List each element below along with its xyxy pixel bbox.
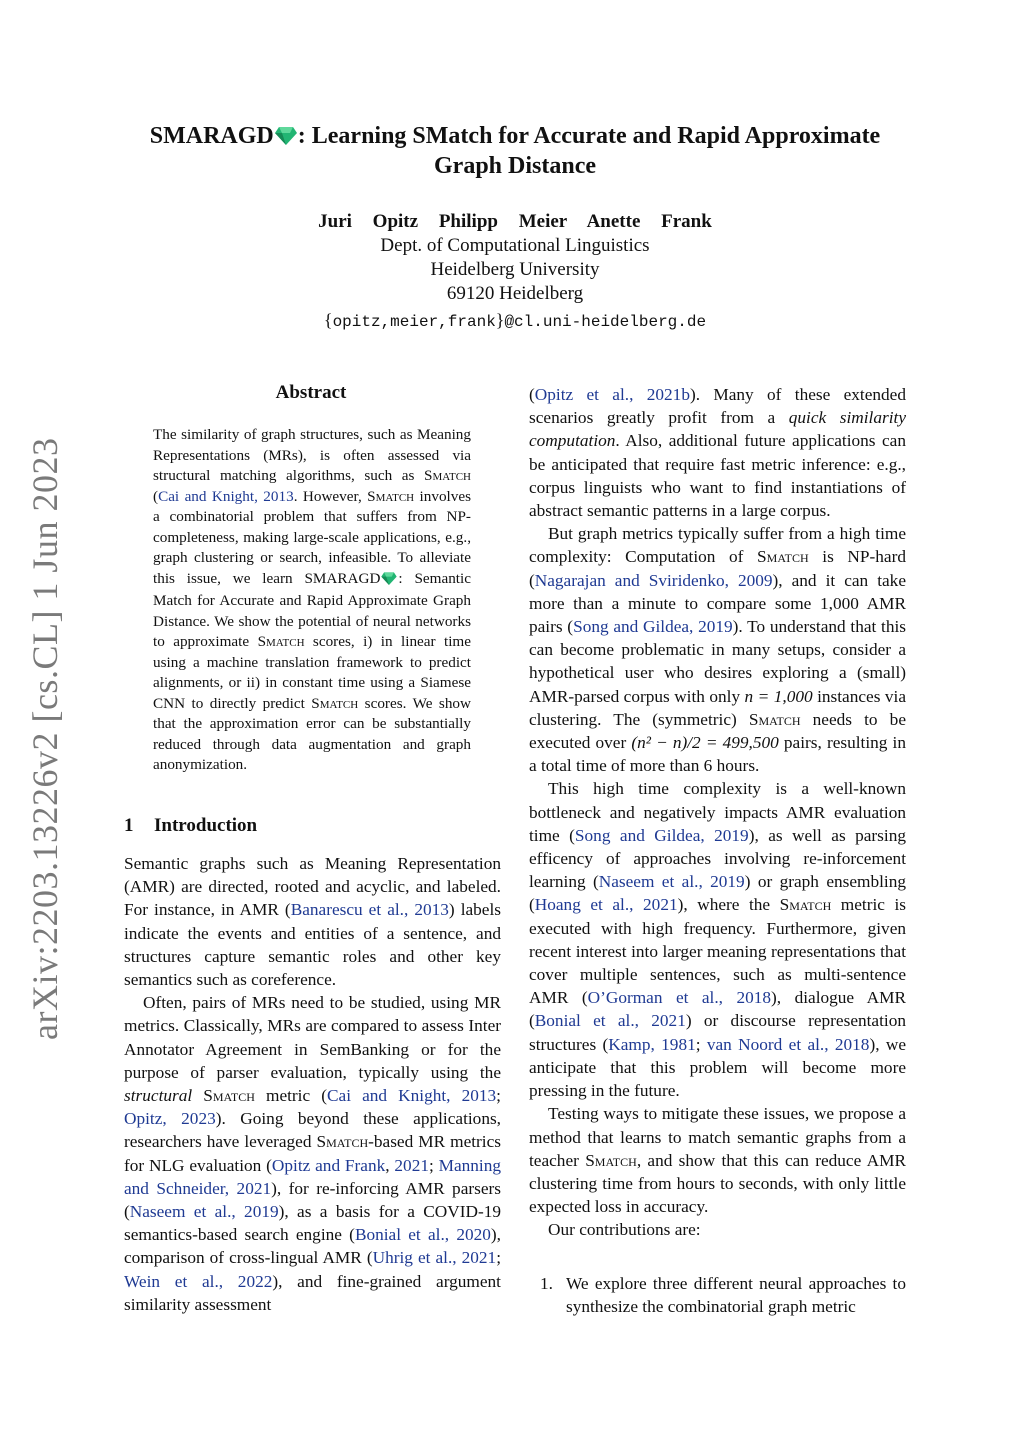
- right-paragraph-1: (Opitz et al., 2021b). Many of these extended scenarios greatly profit from a quick similarity computation. Also, additional future applications can be anticipated that require fast metric inference: e.g., corpus linguists who want to find instantiations of abstract semantic patterns in a large corpus.: [529, 385, 906, 521]
- math-pair-count: (n² − n)/2 = 499,500: [631, 733, 779, 753]
- citation-link[interactable]: Opitz, 2023: [124, 1109, 216, 1129]
- intro-paragraph-2: Often, pairs of MRs need to be studied, using MR metrics. Classically, MRs are compared to assess Inter Annotator Agreement in SemBanking or for the purpose of parser evaluation, typically using the structural Smatch metric (Cai and Knight, 2013; Opitz, 2023). Going beyond these applications, researchers have leveraged Smatch-based MR metrics for NLG evaluation (Opitz and Frank, 2021; Manning and Schneider, 2021), for re-inforcing AMR parsers (Naseem et al., 2019), as a basis for a COVID-19 semantics-based search engine (Bonial et al., 2020), comparison of cross-lingual AMR (Uhrig et al., 2021; Wein et al., 2022), and fine-grained argument similarity assessment: [124, 993, 502, 1314]
- section-heading-introduction: 1 Introduction: [124, 815, 258, 836]
- left-column: [124, 852, 501, 1316]
- citation-link[interactable]: Hoang et al., 2021: [534, 895, 678, 915]
- author-emails: {opitz,meier,frank}@cl.uni-heidelberg.de: [323, 310, 707, 331]
- citation-link[interactable]: Manning and Schneider, 2021: [124, 1155, 502, 1198]
- citation-link[interactable]: Nagarajan and Sviridenko, 2009: [534, 570, 773, 590]
- intro-paragraph-1: Semantic graphs such as Meaning Representation (AMR) are directed, rooted and acyclic, and labeled. For instance, in AMR (Banarescu et al., 2013) labels indicate the events and entities of a sentence, and structures capture semantic roles and other key semantics such as coreference.: [124, 854, 502, 990]
- title-line2: Graph Distance: [434, 153, 596, 179]
- citation-link[interactable]: Uhrig et al., 2021: [372, 1248, 497, 1268]
- title-brand: SMARAGD: [149, 123, 274, 149]
- list-marker: 1.: [540, 1274, 553, 1293]
- citation-link[interactable]: van Noord et al., 2018: [706, 1034, 870, 1054]
- citation-link[interactable]: O’Gorman et al., 2018: [587, 988, 772, 1008]
- citation-link[interactable]: Bonial et al., 2020: [354, 1225, 491, 1245]
- contribution-text: We explore three different neural approaches to synthesize the combinatorial graph metric: [566, 1274, 906, 1317]
- citation-link[interactable]: Naseem et al., 2019: [598, 872, 745, 892]
- citation-link[interactable]: Naseem et al., 2019: [129, 1202, 279, 1222]
- right-column: [529, 383, 906, 1242]
- citation-link[interactable]: Wein et al., 2022: [124, 1271, 273, 1291]
- contribution-list-item: [540, 1272, 906, 1318]
- affiliation-city: 69120 Heidelberg: [446, 283, 584, 304]
- right-paragraph-3: This high time complexity is a well-known bottleneck and negatively impacts AMR evaluation time (Song and Gildea, 2019), as well as parsing efficency of approaches involving re-inforcement learning (Naseem et al., 2019) or graph ensembling (Hoang et al., 2021), where the Smatch metric is executed with high frequency. Furthermore, given recent interest into larger meaning representations that cover multiple sentences, such as multi-sentence AMR (O’Gorman et al., 2018), dialogue AMR (Bonial et al., 2021) or discourse representation structures (Kamp, 1981; van Noord et al., 2018), we anticipate that this problem will become more pressing in the future.: [529, 779, 907, 1101]
- citation-link[interactable]: Kamp, 1981: [608, 1034, 696, 1054]
- citation-link[interactable]: Song and Gildea, 2019: [574, 825, 749, 845]
- abstract-body: The similarity of graph structures, such as Meaning Representations (MRs), is often assessed via structural matching algorithms, such as Smatch (Cai and Knight, 2013. However, Smatch involves a combinatorial problem that suffers from NP-completeness, making large-scale applications, e.g., graph clustering or search, infeasible. To alleviate this issue, we learn SMARAGD : Semantic Match for Accurate and Rapid Approximate Graph Distance. We show the potential of neural networks to approximate Smatch scores, i) in linear time using a machine translation framework to predict alignments, or ii) in constant time using a Siamese CNN to directly predict Smatch scores. We show that the approximation error can be substantially reduced through data augmentation and graph anonymization.: [153, 426, 472, 773]
- citation-link[interactable]: 2021: [394, 1155, 429, 1175]
- affiliation-univ: Heidelberg University: [430, 259, 600, 280]
- paper-title: [110, 122, 920, 180]
- citation-link[interactable]: Opitz et al., 2021b: [534, 385, 690, 404]
- citation-link[interactable]: Banarescu et al., 2013: [290, 900, 449, 920]
- right-paragraph-4: Testing ways to mitigate these issues, we propose a method that learns to match semantic graphs from a teacher Smatch, and show that this can reduce AMR clustering time from hours to seconds, with only little expected loss in accuracy.: [529, 1104, 906, 1217]
- title-rest: : Learning SMatch for Accurate and Rapid Approximate: [297, 123, 881, 149]
- right-paragraph-2: But graph metrics typically suffer from a high time complexity: Computation of Smatch is NP-hard (Nagarajan and Sviridenko, 2009), and it can take more than a minute to compare some 1,000 AMR pairs (Song and Gildea, 2019). To understand that this can become problematic in many setups, consider a hypothetical user who desires exploring a (small) AMR-parsed corpus with only n = 1,000 instances via clustering. The (symmetric) Smatch needs to be executed over (n² − n)/2 = 499,500 pairs, resulting in a total time of more than 6 hours.: [529, 524, 906, 776]
- abstract-heading: Abstract: [275, 382, 347, 403]
- affiliation: [110, 234, 920, 306]
- citation-link[interactable]: Cai and Knight, 2013: [327, 1086, 497, 1106]
- citation-link[interactable]: Cai and Knight, 2013: [158, 487, 294, 505]
- author-list: Juri Opitz Philipp Meier Anette Frank: [318, 211, 712, 232]
- math-n-equals: n = 1,000: [744, 686, 813, 706]
- affiliation-dept: Dept. of Computational Linguistics: [380, 235, 650, 256]
- arxiv-side-label: arXiv:2203.13226v2 [cs.CL] 1 Jun 2023: [25, 437, 65, 1040]
- emerald-icon: [381, 571, 397, 592]
- right-paragraph-5: Our contributions are:: [548, 1220, 701, 1240]
- citation-link[interactable]: Bonial et al., 2021: [534, 1011, 686, 1031]
- citation-link[interactable]: Opitz and Frank: [271, 1155, 386, 1175]
- emerald-icon: [275, 124, 297, 152]
- citation-link[interactable]: Song and Gildea, 2019: [573, 617, 733, 637]
